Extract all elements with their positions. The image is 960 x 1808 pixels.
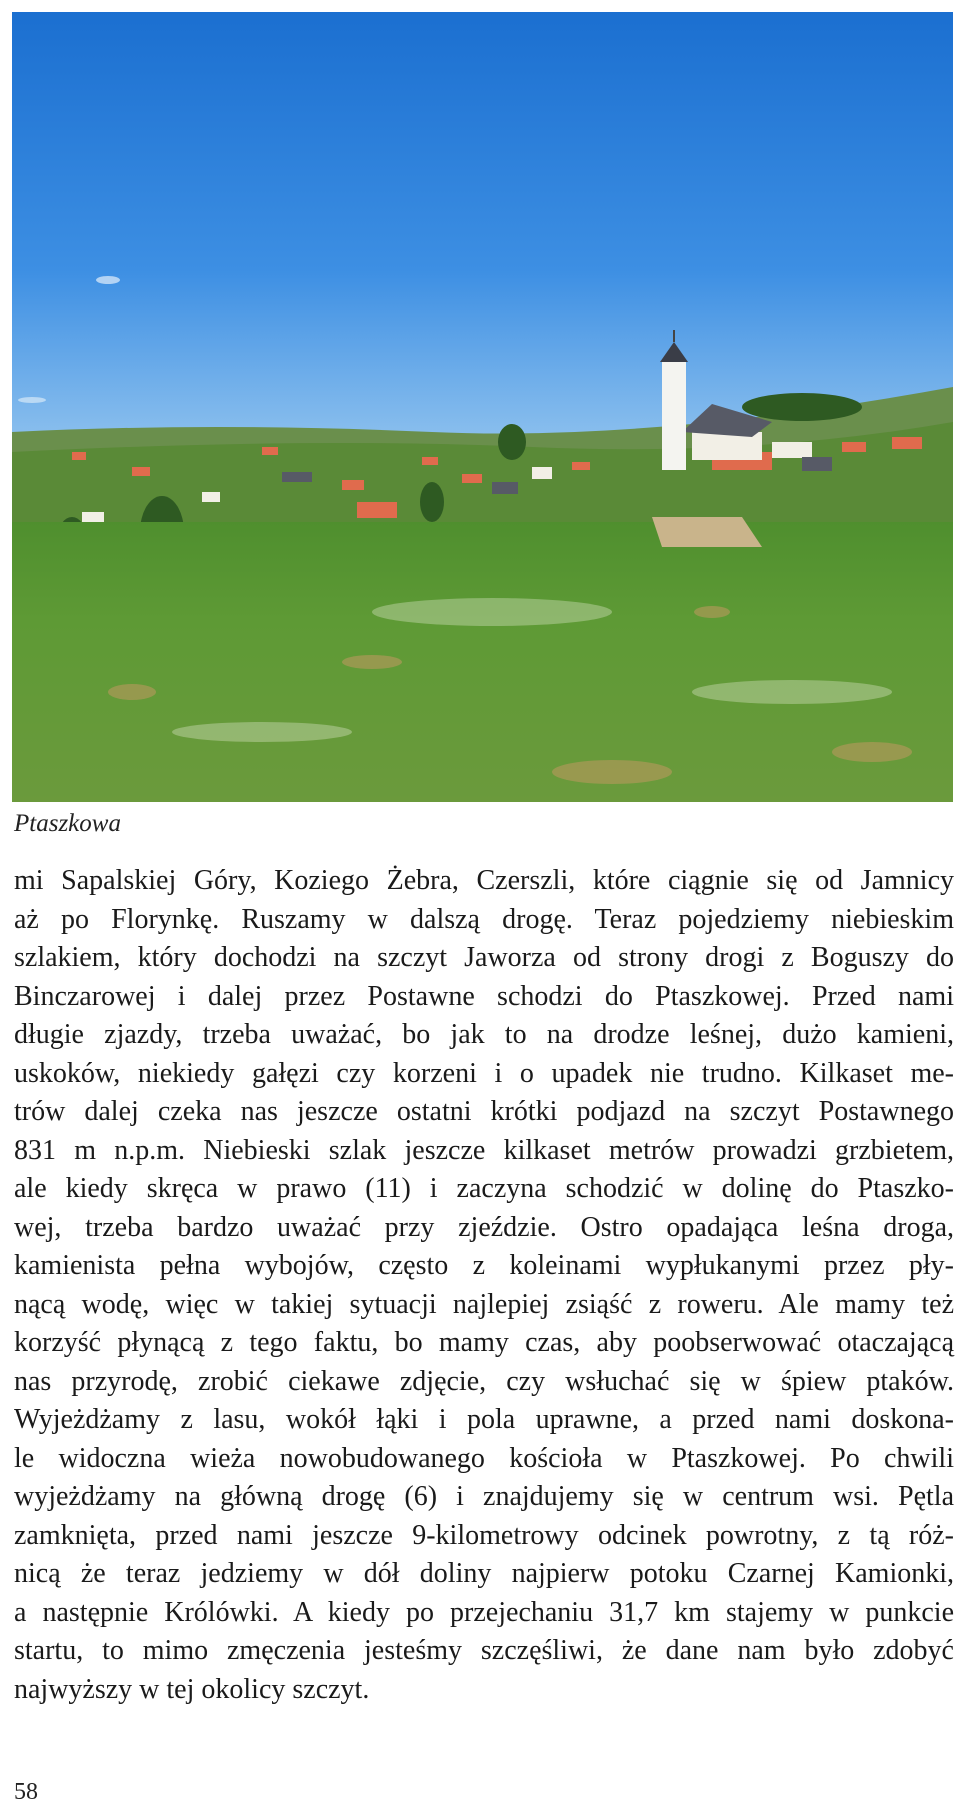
text-line: nas przyrodę, zrobić ciekawe zdjęcie, czy wsłuchać się w śpiew ptaków. [14, 1365, 954, 1397]
text-line: mi Sapalskiej Góry, Koziego Żebra, Czerszli, które ciągnie się od Jamnicy [14, 865, 954, 896]
text-line: aż po Florynkę. Ruszamy w dalszą drogę. Teraz pojedziemy niebieskim [14, 903, 954, 935]
text-line: nącą wodę, więc w takiej sytuacji najlepiej zsiąść z roweru. Ale mamy też [14, 1288, 954, 1320]
text-line: uskoków, niekiedy gałęzi czy korzeni i o upadek nie trudno. Kilkaset me- [14, 1057, 954, 1089]
text-line: szlakiem, który dochodzi na szczyt Jaworza od strony drogi z Boguszy do [14, 942, 954, 973]
text-line: korzyść płynącą z tego faktu, bo mamy czas, aby poobserwować otaczającą [14, 1327, 954, 1358]
text-line: Binczarowej i dalej przez Postawne schodzi do Ptaszkowej. Przed nami [14, 980, 954, 1012]
text-line: wyjeżdżamy na główną drogę (6) i znajdujemy się w centrum wsi. Pętla [14, 1481, 954, 1512]
text-line: nicą że teraz jedziemy w dół doliny najpierw potoku Czarnej Kamionki, [14, 1558, 954, 1589]
text-line: ale kiedy skręca w prawo (11) i zaczyna schodzić w dolinę do Ptaszko- [14, 1173, 954, 1204]
text-line: startu, to mimo zmęczenia jesteśmy szczęśliwi, że dane nam było zdobyć [14, 1635, 954, 1666]
text-line: le widoczna wieża nowobudowanego kościoła w Ptaszkowej. Po chwili [14, 1442, 954, 1474]
text-line: Wyjeżdżamy z lasu, wokół łąki i pola uprawne, a przed nami doskona- [14, 1404, 954, 1435]
text-line: długie zjazdy, trzeba uważać, bo jak to na drodze leśnej, dużo kamieni, [14, 1019, 954, 1050]
village-landscape-illustration [12, 12, 953, 802]
text-line: trów dalej czeka nas jeszcze ostatni krótki podjazd na szczyt Postawnego [14, 1096, 954, 1127]
text-line: wej, trzeba bardzo uważać przy zjeździe. Ostro opadająca leśna droga, [14, 1211, 954, 1243]
body-paragraph [14, 862, 954, 1709]
text-line: najwyższy w tej okolicy szczyt. [14, 1673, 370, 1705]
photo-caption: Ptaszkowa [14, 810, 121, 837]
text-line: kamienista pełna wybojów, często z koleinami wypłukanymi przez pły- [14, 1250, 954, 1281]
page-number: 58 [14, 1779, 38, 1805]
village-photo [12, 12, 953, 802]
text-line: 831 m n.p.m. Niebieski szlak jeszcze kilkaset metrów prowadzi grzbietem, [14, 1134, 954, 1166]
text-line: zamknięta, przed nami jeszcze 9-kilometrowy odcinek powrotny, z tą róż- [14, 1519, 954, 1551]
text-line: a następnie Królówki. A kiedy po przejechaniu 31,7 km stajemy w punkcie [14, 1596, 954, 1628]
